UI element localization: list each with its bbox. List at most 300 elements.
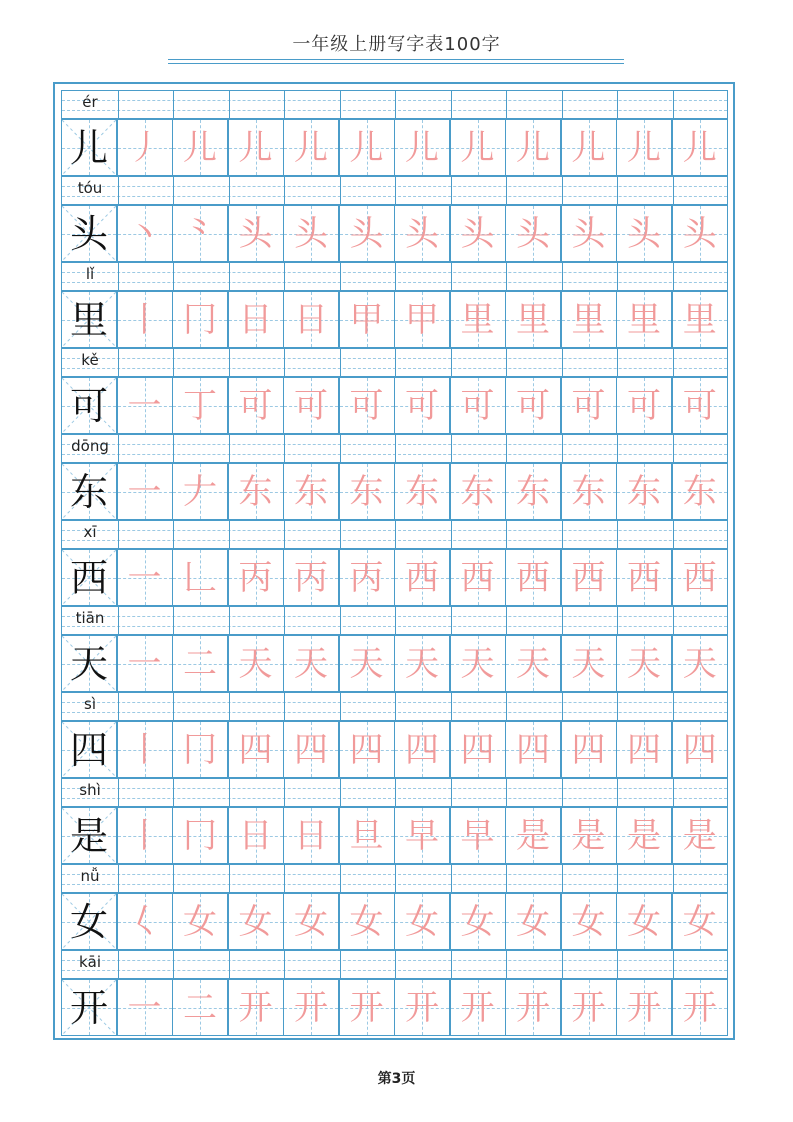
- stroke-order-step: 儿: [571, 127, 606, 168]
- model-character-cell: [61, 721, 117, 778]
- stroke-order-step: 头: [238, 213, 273, 254]
- stroke-order-step: 头: [682, 213, 717, 254]
- pinyin-label: tóu: [77, 179, 103, 197]
- stroke-order-step: 儿: [349, 127, 384, 168]
- trace-character-cell[interactable]: [117, 205, 173, 262]
- trace-character-cell[interactable]: [283, 377, 339, 434]
- stroke-order-step: 开: [460, 987, 495, 1028]
- trace-character-cell[interactable]: [505, 205, 561, 262]
- pinyin-column-divider: [395, 263, 396, 290]
- pinyin-column-divider: [673, 91, 674, 118]
- stroke-order-step: 东: [349, 471, 384, 512]
- trace-character-cell[interactable]: [505, 549, 561, 606]
- trace-character-cell[interactable]: [394, 721, 450, 778]
- trace-character-cell[interactable]: [450, 807, 506, 864]
- stroke-order-step: 西: [460, 557, 495, 598]
- trace-character-cell[interactable]: [672, 119, 729, 176]
- trace-character-cell[interactable]: [228, 721, 284, 778]
- trace-character-cell[interactable]: [228, 291, 284, 348]
- pinyin-column-divider: [284, 865, 285, 892]
- stroke-order-step: 𡿨: [127, 901, 162, 942]
- pinyin-column-divider: [229, 349, 230, 376]
- trace-character-cell[interactable]: [339, 979, 395, 1036]
- stroke-order-step: 冂: [183, 815, 217, 856]
- pinyin-column-divider: [673, 435, 674, 462]
- trace-character-cell[interactable]: [561, 291, 617, 348]
- pinyin-column-divider: [340, 521, 341, 548]
- trace-character-cell[interactable]: [172, 807, 228, 864]
- stroke-order-step: 开: [516, 987, 550, 1028]
- trace-character-cell[interactable]: [505, 979, 561, 1036]
- stroke-order-step: 天: [460, 643, 495, 684]
- trace-character-cell[interactable]: [616, 377, 672, 434]
- stroke-order-step: 可: [238, 385, 273, 426]
- pinyin-column-divider: [229, 91, 230, 118]
- trace-character-cell[interactable]: [117, 807, 173, 864]
- trace-character-cell[interactable]: [450, 119, 506, 176]
- stroke-order-step: 丁: [183, 385, 217, 426]
- pinyin-column-divider: [506, 607, 507, 634]
- trace-character-cell[interactable]: [561, 635, 617, 692]
- trace-character-cell[interactable]: [283, 205, 339, 262]
- model-character-cell: [61, 291, 117, 348]
- pinyin-column-divider: [562, 607, 563, 634]
- trace-character-cell[interactable]: [505, 463, 561, 520]
- trace-character-cell[interactable]: [561, 721, 617, 778]
- stroke-order-step: 开: [682, 987, 717, 1028]
- pinyin-band: [61, 520, 728, 549]
- stroke-order-step: 头: [405, 213, 439, 254]
- model-character-cell: [61, 893, 117, 950]
- stroke-order-step: 一: [127, 643, 162, 684]
- trace-character-cell[interactable]: [339, 119, 395, 176]
- trace-character-cell[interactable]: [561, 979, 617, 1036]
- trace-character-cell[interactable]: [339, 291, 395, 348]
- trace-character-cell[interactable]: [172, 291, 228, 348]
- stroke-order-step: 二: [183, 987, 217, 1028]
- pinyin-column-divider: [562, 177, 563, 204]
- trace-character-cell[interactable]: [616, 549, 672, 606]
- trace-character-cell[interactable]: [339, 205, 395, 262]
- trace-character-cell[interactable]: [450, 291, 506, 348]
- trace-character-cell[interactable]: [450, 463, 506, 520]
- stroke-order-step: 旦: [349, 815, 384, 856]
- character-row: [61, 950, 728, 1036]
- model-character: 里: [69, 297, 108, 342]
- stroke-order-step: 𠃊: [183, 557, 217, 598]
- stroke-order-step: 四: [294, 729, 328, 770]
- stroke-order-step: 儿: [682, 127, 717, 168]
- pinyin-column-divider: [673, 263, 674, 290]
- trace-character-cell[interactable]: [283, 979, 339, 1036]
- title-underline: [168, 59, 624, 60]
- trace-character-cell[interactable]: [283, 549, 339, 606]
- trace-character-cell[interactable]: [616, 205, 672, 262]
- pinyin-column-divider: [562, 435, 563, 462]
- trace-character-cell[interactable]: [394, 377, 450, 434]
- pinyin-column-divider: [617, 349, 618, 376]
- pinyin-column-divider: [617, 521, 618, 548]
- pinyin-column-divider: [451, 177, 452, 204]
- stroke-order-step: 东: [627, 471, 661, 512]
- stroke-order-step: 女: [238, 901, 273, 942]
- trace-character-cell[interactable]: [672, 205, 729, 262]
- model-character-cell: [61, 377, 117, 434]
- trace-character-cell[interactable]: [228, 893, 284, 950]
- trace-character-cell[interactable]: [283, 893, 339, 950]
- model-character-cell: [61, 119, 117, 176]
- stroke-order-step: 儿: [238, 127, 273, 168]
- trace-character-cell[interactable]: [450, 549, 506, 606]
- trace-character-cell[interactable]: [616, 807, 672, 864]
- pinyin-band: [61, 692, 728, 721]
- character-row: [61, 520, 728, 606]
- model-character: 开: [69, 985, 108, 1030]
- stroke-order-step: 丙: [294, 557, 328, 598]
- pinyin-column-divider: [340, 865, 341, 892]
- trace-character-cell[interactable]: [339, 635, 395, 692]
- stroke-order-step: 甲: [349, 299, 384, 340]
- trace-character-cell[interactable]: [172, 549, 228, 606]
- trace-character-cell[interactable]: [117, 291, 173, 348]
- trace-character-cell[interactable]: [283, 119, 339, 176]
- stroke-order-step: 日: [294, 815, 328, 856]
- stroke-order-step: 头: [571, 213, 606, 254]
- pinyin-column-divider: [173, 435, 174, 462]
- trace-character-cell[interactable]: [450, 205, 506, 262]
- trace-character-cell[interactable]: [450, 979, 506, 1036]
- stroke-order-step: 四: [349, 729, 384, 770]
- trace-character-cell[interactable]: [616, 721, 672, 778]
- trace-character-cell[interactable]: [561, 549, 617, 606]
- stroke-order-step: 是: [627, 815, 661, 856]
- trace-character-cell[interactable]: [616, 979, 672, 1036]
- stroke-order-step: 可: [349, 385, 384, 426]
- trace-character-cell[interactable]: [172, 721, 228, 778]
- stroke-order-step: 丙: [238, 557, 273, 598]
- trace-character-cell[interactable]: [561, 377, 617, 434]
- pinyin-column-divider: [673, 693, 674, 720]
- pinyin-column-divider: [506, 779, 507, 806]
- trace-character-cell[interactable]: [228, 205, 284, 262]
- trace-character-cell[interactable]: [339, 721, 395, 778]
- stroke-order-step: 四: [627, 729, 661, 770]
- trace-character-cell[interactable]: [394, 119, 450, 176]
- stroke-order-step: 丿: [127, 127, 162, 168]
- trace-character-cell[interactable]: [394, 807, 450, 864]
- trace-character-cell[interactable]: [672, 893, 729, 950]
- stroke-order-step: 四: [682, 729, 717, 770]
- trace-character-cell[interactable]: [394, 291, 450, 348]
- stroke-order-step: 头: [627, 213, 661, 254]
- stroke-order-step: 甲: [405, 299, 439, 340]
- stroke-order-step: 东: [238, 471, 273, 512]
- stroke-order-step: 西: [571, 557, 606, 598]
- trace-character-cell[interactable]: [394, 635, 450, 692]
- trace-character-cell[interactable]: [672, 463, 729, 520]
- trace-character-cell[interactable]: [672, 291, 729, 348]
- pinyin-column-divider: [506, 435, 507, 462]
- pinyin-column-divider: [284, 779, 285, 806]
- stroke-order-step: 开: [294, 987, 328, 1028]
- stroke-order-step: 女: [571, 901, 606, 942]
- pinyin-column-divider: [229, 865, 230, 892]
- stroke-order-step: 早: [405, 815, 439, 856]
- trace-character-cell[interactable]: [339, 807, 395, 864]
- trace-character-cell[interactable]: [339, 549, 395, 606]
- stroke-order-step: 开: [405, 987, 439, 1028]
- pinyin-column-divider: [506, 349, 507, 376]
- character-row: [61, 262, 728, 348]
- pinyin-column-divider: [284, 607, 285, 634]
- trace-character-cell[interactable]: [505, 721, 561, 778]
- trace-character-cell[interactable]: [228, 119, 284, 176]
- pinyin-column-divider: [395, 951, 396, 978]
- pinyin-band: [61, 176, 728, 205]
- trace-character-cell[interactable]: [616, 463, 672, 520]
- trace-character-cell[interactable]: [172, 635, 228, 692]
- stroke-order-step: 丨: [127, 815, 162, 856]
- pinyin-column-divider: [173, 693, 174, 720]
- pinyin-column-divider: [340, 951, 341, 978]
- trace-character-cell[interactable]: [228, 635, 284, 692]
- pinyin-column-divider: [673, 177, 674, 204]
- stroke-order-step: 女: [405, 901, 439, 942]
- character-row: [61, 864, 728, 950]
- trace-character-cell[interactable]: [616, 291, 672, 348]
- pinyin-column-divider: [340, 349, 341, 376]
- trace-character-cell[interactable]: [672, 721, 729, 778]
- stroke-order-step: 是: [516, 815, 550, 856]
- pinyin-column-divider: [617, 91, 618, 118]
- trace-character-cell[interactable]: [505, 807, 561, 864]
- pinyin-column-divider: [451, 779, 452, 806]
- pinyin-column-divider: [173, 349, 174, 376]
- pinyin-column-divider: [229, 435, 230, 462]
- trace-character-cell[interactable]: [616, 119, 672, 176]
- trace-character-cell[interactable]: [172, 463, 228, 520]
- pinyin-column-divider: [284, 521, 285, 548]
- pinyin-column-divider: [173, 779, 174, 806]
- model-character: 天: [69, 641, 108, 686]
- trace-character-cell[interactable]: [672, 635, 729, 692]
- model-character: 西: [69, 555, 108, 600]
- stroke-order-step: 开: [571, 987, 606, 1028]
- trace-character-cell[interactable]: [672, 979, 729, 1036]
- trace-character-cell[interactable]: [339, 377, 395, 434]
- pinyin-label: ér: [82, 93, 98, 111]
- trace-character-cell[interactable]: [228, 979, 284, 1036]
- trace-character-cell[interactable]: [616, 635, 672, 692]
- stroke-order-step: 女: [682, 901, 717, 942]
- trace-character-cell[interactable]: [561, 463, 617, 520]
- pinyin-column-divider: [506, 693, 507, 720]
- trace-character-cell[interactable]: [117, 979, 173, 1036]
- trace-character-cell[interactable]: [283, 721, 339, 778]
- trace-character-cell[interactable]: [394, 979, 450, 1036]
- pinyin-column-divider: [229, 607, 230, 634]
- trace-character-cell[interactable]: [672, 807, 729, 864]
- pinyin-column-divider: [562, 263, 563, 290]
- trace-character-cell[interactable]: [228, 807, 284, 864]
- pinyin-column-divider: [673, 521, 674, 548]
- trace-character-cell[interactable]: [505, 119, 561, 176]
- trace-character-cell[interactable]: [450, 377, 506, 434]
- pinyin-column-divider: [340, 263, 341, 290]
- trace-character-cell[interactable]: [616, 893, 672, 950]
- model-character: 可: [69, 383, 108, 428]
- trace-character-cell[interactable]: [339, 893, 395, 950]
- stroke-order-step: 一: [127, 987, 162, 1028]
- model-character: 头: [69, 211, 108, 256]
- trace-character-cell[interactable]: [672, 549, 729, 606]
- trace-character-cell[interactable]: [172, 893, 228, 950]
- pinyin-label: dōng: [71, 437, 109, 455]
- pinyin-label: kě: [81, 351, 99, 369]
- trace-character-cell[interactable]: [117, 549, 173, 606]
- trace-character-cell[interactable]: [117, 635, 173, 692]
- model-character-cell: [61, 205, 117, 262]
- trace-character-cell[interactable]: [505, 635, 561, 692]
- stroke-order-step: 冂: [183, 729, 217, 770]
- pinyin-column-divider: [395, 521, 396, 548]
- trace-character-cell[interactable]: [172, 377, 228, 434]
- trace-character-cell[interactable]: [228, 463, 284, 520]
- trace-character-cell[interactable]: [117, 893, 173, 950]
- pinyin-column-divider: [673, 349, 674, 376]
- stroke-order-step: 天: [294, 643, 328, 684]
- trace-character-cell[interactable]: [394, 205, 450, 262]
- stroke-order-step: 是: [571, 815, 606, 856]
- model-character-cell: [61, 549, 117, 606]
- stroke-order-step: 东: [405, 471, 439, 512]
- trace-character-cell[interactable]: [450, 893, 506, 950]
- stroke-order-step: 东: [571, 471, 606, 512]
- pinyin-column-divider: [284, 263, 285, 290]
- pinyin-column-divider: [451, 263, 452, 290]
- model-character: 女: [69, 899, 108, 944]
- stroke-order-step: 儿: [627, 127, 661, 168]
- pinyin-column-divider: [617, 779, 618, 806]
- stroke-order-step: 西: [516, 557, 550, 598]
- model-character-cell: [61, 807, 117, 864]
- trace-character-cell[interactable]: [561, 893, 617, 950]
- trace-character-cell[interactable]: [505, 291, 561, 348]
- pinyin-column-divider: [284, 349, 285, 376]
- stroke-order-step: 日: [294, 299, 328, 340]
- trace-character-cell[interactable]: [283, 463, 339, 520]
- trace-character-cell[interactable]: [283, 635, 339, 692]
- stroke-order-step: 四: [238, 729, 273, 770]
- stroke-order-step: 天: [405, 643, 439, 684]
- trace-character-cell[interactable]: [283, 807, 339, 864]
- stroke-order-step: 女: [183, 901, 217, 942]
- pinyin-column-divider: [395, 349, 396, 376]
- stroke-order-step: 是: [682, 815, 717, 856]
- pinyin-column-divider: [395, 177, 396, 204]
- pinyin-label: xī: [83, 523, 97, 541]
- trace-character-cell[interactable]: [394, 893, 450, 950]
- stroke-order-step: 开: [627, 987, 661, 1028]
- pinyin-band: [61, 348, 728, 377]
- stroke-order-step: 儿: [516, 127, 550, 168]
- pinyin-column-divider: [506, 91, 507, 118]
- trace-character-cell[interactable]: [561, 807, 617, 864]
- trace-character-cell[interactable]: [117, 377, 173, 434]
- pinyin-column-divider: [395, 91, 396, 118]
- trace-character-cell[interactable]: [672, 377, 729, 434]
- trace-character-cell[interactable]: [172, 979, 228, 1036]
- stroke-order-step: 四: [516, 729, 550, 770]
- trace-character-cell[interactable]: [561, 119, 617, 176]
- stroke-order-step: 丶: [127, 213, 162, 254]
- trace-character-cell[interactable]: [117, 119, 173, 176]
- pinyin-column-divider: [617, 865, 618, 892]
- trace-character-cell[interactable]: [283, 291, 339, 348]
- trace-character-cell[interactable]: [450, 721, 506, 778]
- pinyin-column-divider: [506, 521, 507, 548]
- stroke-order-step: 天: [682, 643, 717, 684]
- stroke-order-step: 头: [294, 213, 328, 254]
- pinyin-column-divider: [562, 951, 563, 978]
- stroke-order-step: 儿: [460, 127, 495, 168]
- stroke-order-step: 一: [127, 557, 162, 598]
- stroke-order-step: 东: [682, 471, 717, 512]
- trace-character-cell[interactable]: [561, 205, 617, 262]
- stroke-order-step: 儿: [294, 127, 328, 168]
- stroke-order-step: 可: [460, 385, 495, 426]
- pinyin-column-divider: [340, 177, 341, 204]
- character-row: [61, 176, 728, 262]
- pinyin-label: shì: [79, 781, 101, 799]
- trace-character-cell[interactable]: [117, 463, 173, 520]
- stroke-order-step: 四: [405, 729, 439, 770]
- stroke-order-step: 一: [127, 471, 162, 512]
- pinyin-column-divider: [673, 607, 674, 634]
- trace-character-cell[interactable]: [172, 205, 228, 262]
- trace-character-cell[interactable]: [505, 893, 561, 950]
- pinyin-column-divider: [284, 435, 285, 462]
- pinyin-column-divider: [451, 521, 452, 548]
- stroke-order-step: 开: [238, 987, 273, 1028]
- trace-character-cell[interactable]: [394, 463, 450, 520]
- trace-character-cell[interactable]: [394, 549, 450, 606]
- stroke-order-step: 东: [460, 471, 495, 512]
- trace-character-cell[interactable]: [505, 377, 561, 434]
- pinyin-column-divider: [395, 435, 396, 462]
- trace-character-cell[interactable]: [228, 377, 284, 434]
- pinyin-column-divider: [284, 177, 285, 204]
- trace-character-cell[interactable]: [450, 635, 506, 692]
- trace-character-cell[interactable]: [117, 721, 173, 778]
- pinyin-column-divider: [340, 779, 341, 806]
- stroke-order-step: 天: [516, 643, 550, 684]
- trace-character-cell[interactable]: [172, 119, 228, 176]
- pinyin-column-divider: [506, 865, 507, 892]
- stroke-order-step: 冂: [183, 299, 217, 340]
- model-character: 东: [69, 469, 108, 514]
- stroke-order-step: 日: [238, 299, 273, 340]
- character-row: [61, 606, 728, 692]
- stroke-order-step: 天: [571, 643, 606, 684]
- stroke-order-step: 可: [294, 385, 328, 426]
- pinyin-column-divider: [284, 951, 285, 978]
- pinyin-column-divider: [395, 607, 396, 634]
- model-character: 儿: [69, 125, 108, 170]
- trace-character-cell[interactable]: [228, 549, 284, 606]
- stroke-order-step: 天: [238, 643, 273, 684]
- trace-character-cell[interactable]: [339, 463, 395, 520]
